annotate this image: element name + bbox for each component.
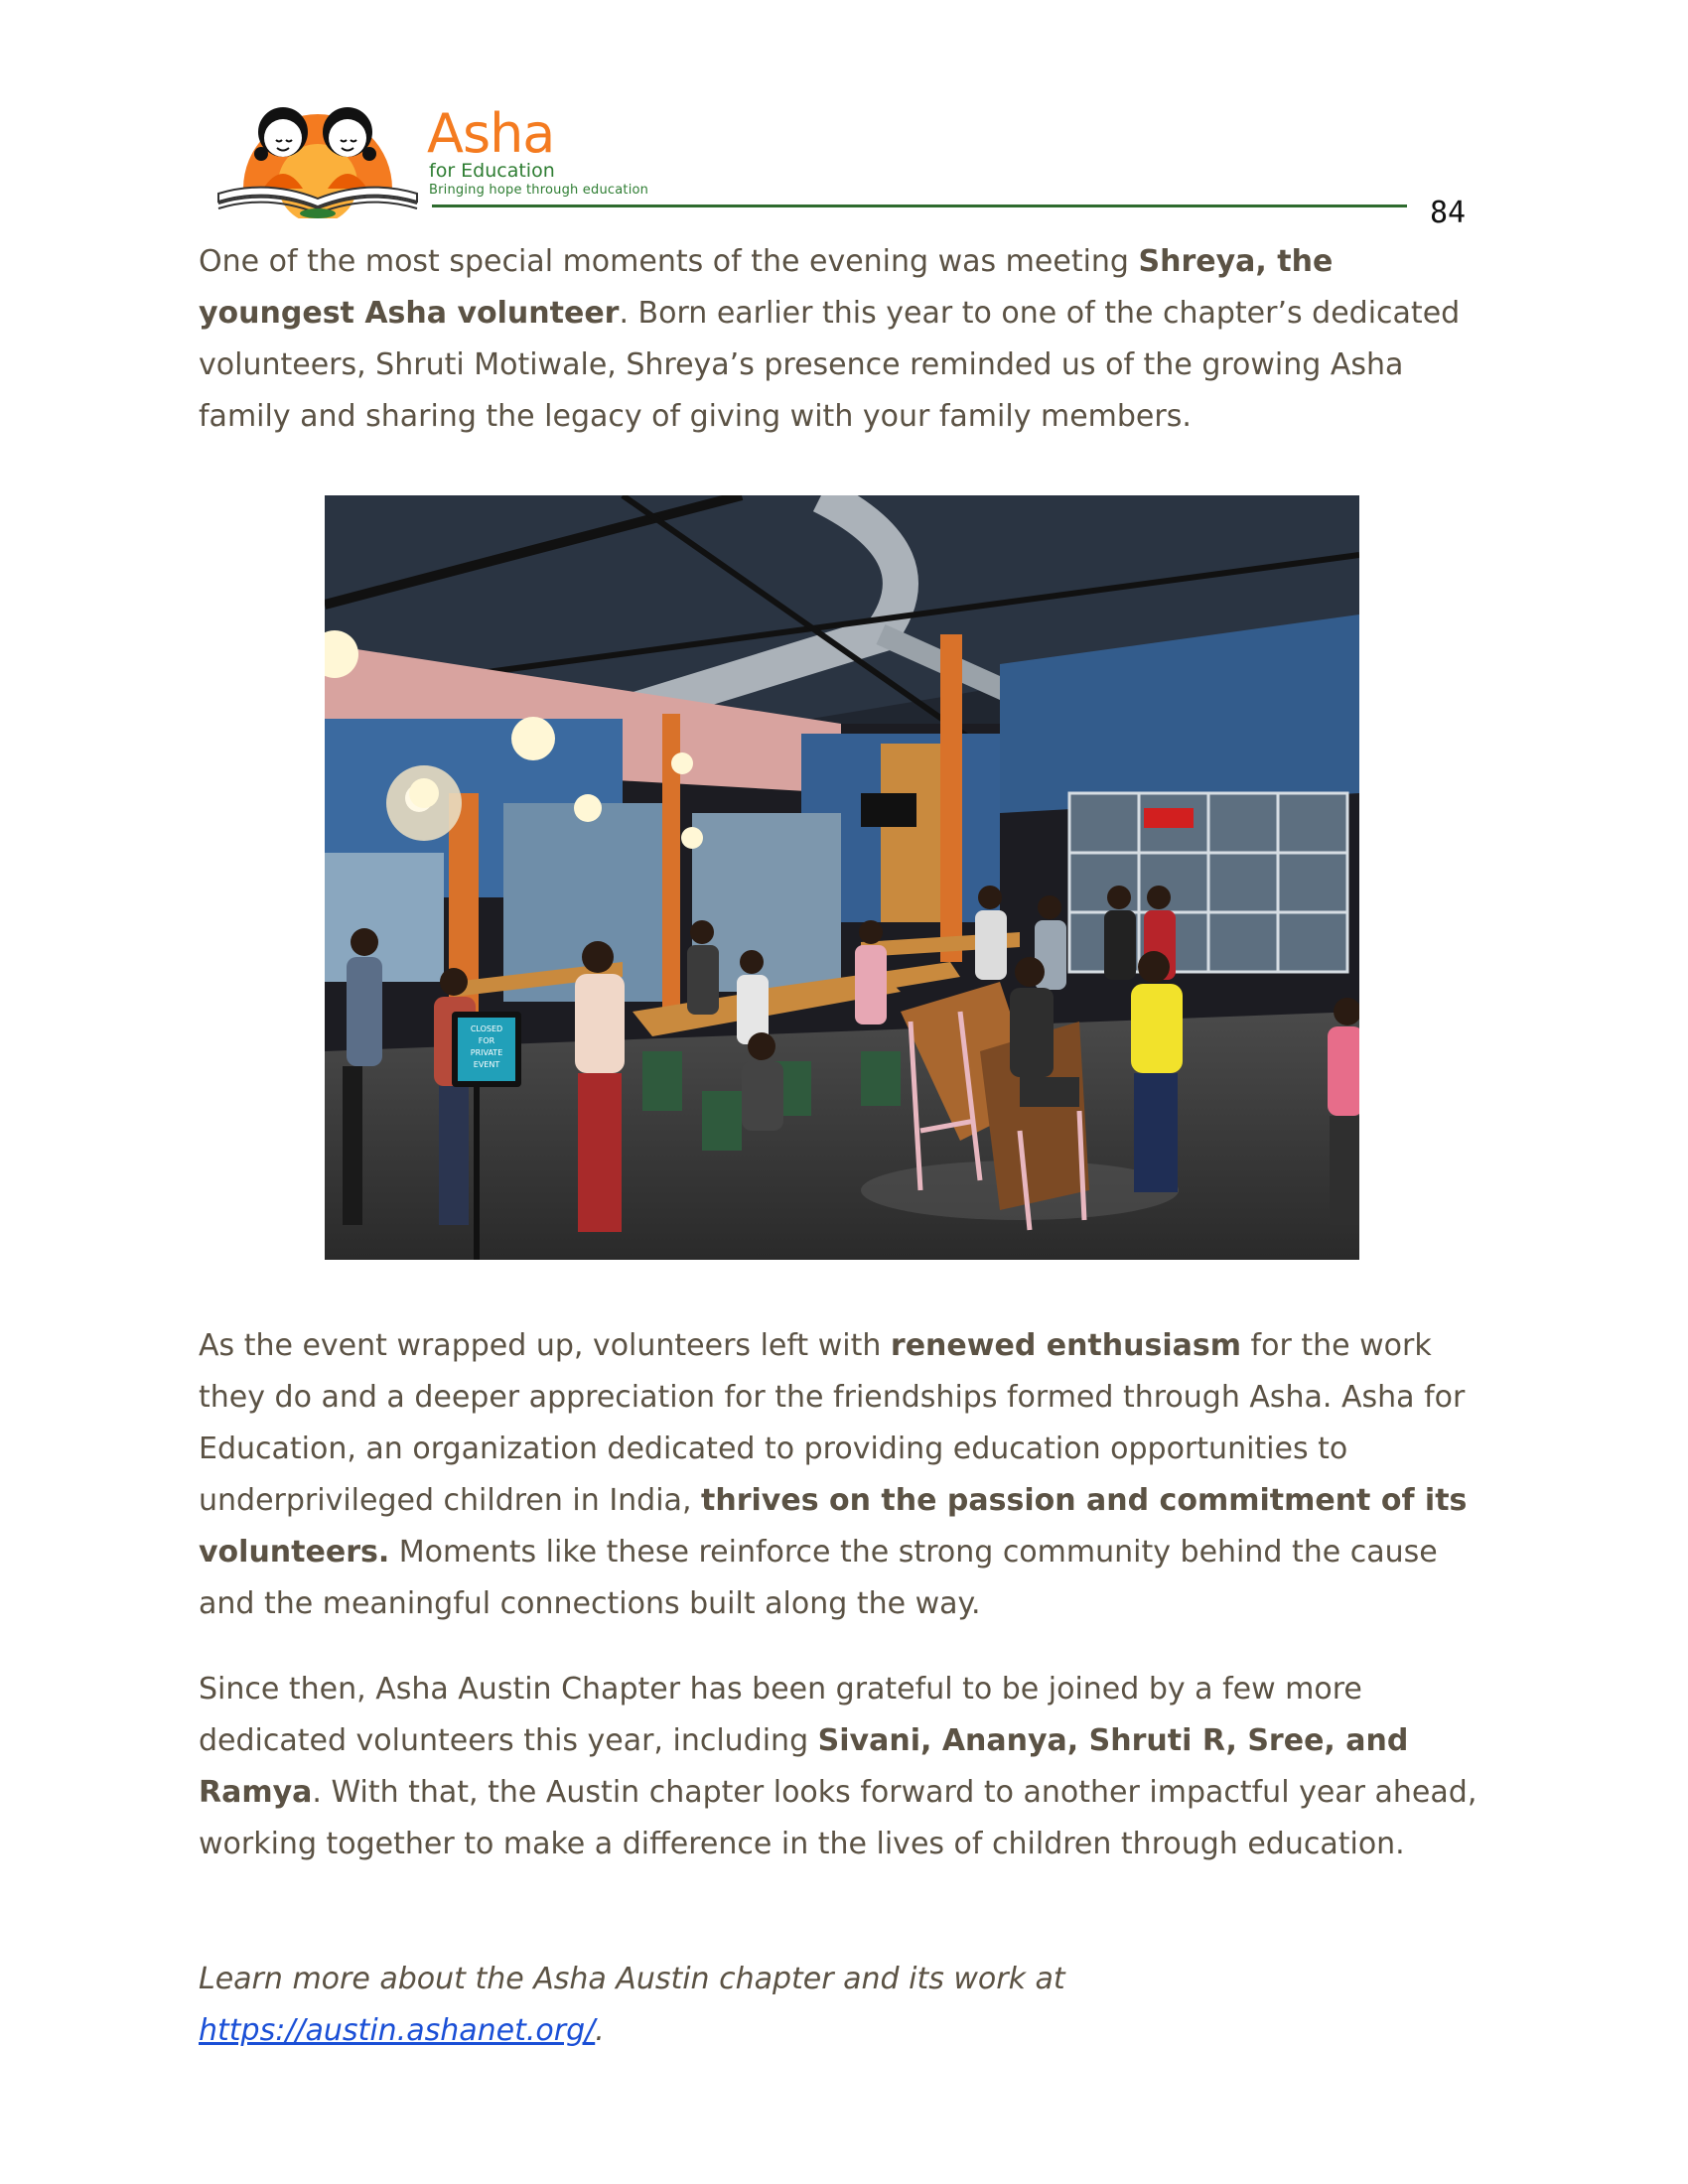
text-run: Learn more about the Asha Austin chapter and its work at [199,1962,1065,1996]
paragraph-learn-more [199,1954,1479,2057]
text-run: Moments like these reinforce the strong community behind the cause and the meaningful connections built along the way. [199,1535,1438,1621]
asha-logo-icon [213,94,422,218]
text-run: . Born earlier this year to one of the chapter’s dedicated volunteers, Shruti Motiwale, Shreya’s presence reminded us of the growing Asha family and sharing the legacy of giving with your family members. [199,296,1461,434]
text-run: . [595,2013,605,2048]
event-photo-illustration [325,495,1359,1260]
sign-text-line: EVENT [473,1060,500,1069]
brand-name: Asha [427,102,555,165]
page-number: 84 [1430,196,1467,230]
brand-subtitle: for Education [429,160,555,182]
bold-run: renewed enthusiasm [890,1328,1241,1363]
event-photo [325,495,1359,1260]
sign-text-line: FOR [478,1036,495,1045]
text-run: Since then, Asha Austin Chapter has been grateful to be joined by a few more dedicated volunteers this year, including [199,1672,1362,1758]
bold-run: Shreya, the youngest Asha volunteer [199,244,1334,331]
brand-tagline: Bringing hope through education [429,183,649,198]
paragraph-shreya [199,236,1479,443]
sign-text-line: PRIVATE [470,1048,503,1057]
bold-run: Sivani, Ananya, Shruti R, Sree, and Ramya [199,1723,1409,1810]
paragraph-new-volunteers [199,1664,1479,1870]
paragraph-event-wrap-up [199,1320,1479,1630]
text-run: As the event wrapped up, volunteers left with [199,1328,891,1363]
header-divider [432,205,1407,207]
austin-chapter-link[interactable]: https://austin.ashanet.org/ [199,2013,596,2048]
bold-run: thrives on the passion and commitment of its volunteers. [199,1483,1468,1570]
text-run: for the work they do and a deeper appreciation for the friendships formed through Asha. Asha for Education, an organization dedicated to providing education opportunities to underprivileged children in India, [199,1328,1466,1518]
sign-text-line: CLOSED [470,1024,503,1033]
text-run: One of the most special moments of the evening was meeting [199,244,1139,279]
page-header [213,94,1405,213]
text-run: . With that, the Austin chapter looks forward to another impactful year ahead, working together to make a difference in the lives of children through education. [199,1775,1477,1861]
